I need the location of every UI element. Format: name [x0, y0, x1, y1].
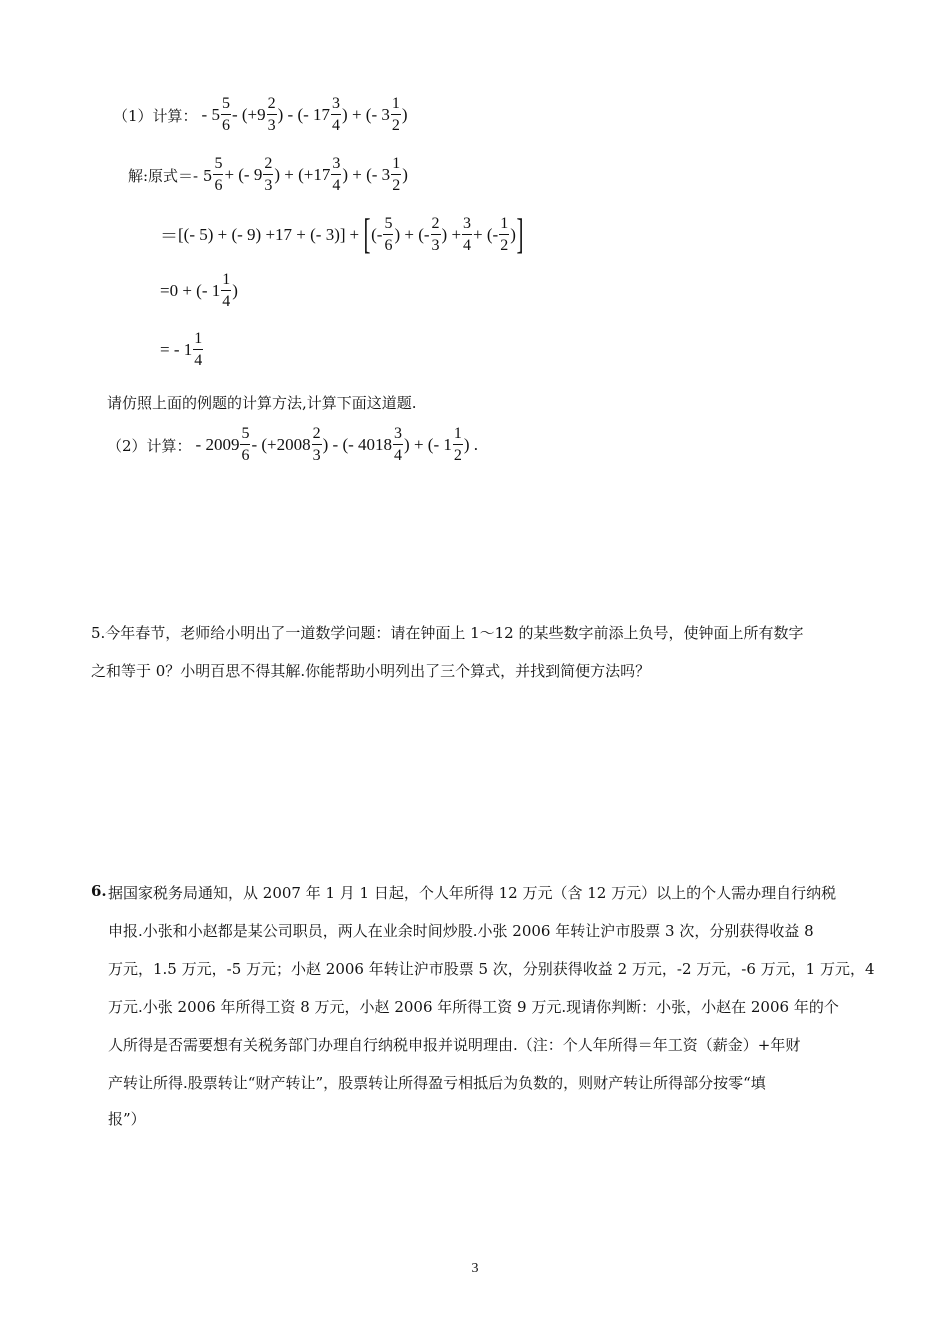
fraction: $\frac{3}{4}$ — [332, 95, 341, 134]
fraction: $\frac{1}{2}$ — [500, 215, 509, 254]
problem1-line3 — [160, 214, 524, 256]
math-term: = - 1 — [160, 340, 193, 359]
math-term: ) . — [463, 435, 479, 454]
fraction: $\frac{5}{6}$ — [221, 95, 230, 134]
q6-line: 万元.小张 2006 年所得工资 8 万元，小赵 2006 年所得工资 9 万元.现请你判断：小张，小赵在 2006 年的个 — [108, 998, 839, 1016]
math-term: ) — [402, 165, 408, 184]
q6-line: 据国家税务局通知，从 2007 年 1 月 1 日起，个人年所得 12 万元（含 12 万元）以上的个人需办理自行纳税 — [108, 884, 837, 902]
q6-line: 产转让所得.股票转让“财产转让”，股票转让所得盈亏相抵后为负数的，则财产转让所得部分按零“填 — [108, 1074, 766, 1092]
page-number: 3 — [471, 1261, 479, 1276]
problem1-line1 — [113, 96, 408, 134]
q6-line: 人所得是否需要想有关税务部门办理自行纳税申报并说明理由.（注：个人年所得＝年工资（薪金）+年财 — [108, 1036, 801, 1054]
fraction: $\frac{1}{4}$ — [222, 271, 231, 310]
fraction: $\frac{2}{3}$ — [264, 155, 273, 194]
problem2-line — [107, 426, 478, 464]
math-term: 解:原式＝- 5 — [128, 166, 213, 185]
math-term: ) - (- 4018 — [322, 435, 393, 454]
math-term: + — [349, 225, 360, 244]
math-term: - (+9 — [231, 105, 266, 124]
fraction: $\frac{5}{6}$ — [241, 425, 250, 464]
problem2-label: （2）计算： — [107, 436, 192, 455]
math-term: + (- 9 — [224, 165, 263, 184]
instruction-text: 请仿照上面的例题的计算方法,计算下面这道题. — [107, 394, 417, 412]
fraction: $\frac{2}{3}$ — [431, 215, 440, 254]
left-bracket: [ — [363, 212, 371, 258]
problem1-label: （1）计算： — [113, 106, 198, 125]
fraction: $\frac{2}{3}$ — [312, 425, 321, 464]
math-term: + (- — [473, 225, 499, 244]
fraction: $\frac{1}{2}$ — [391, 95, 400, 134]
fraction: $\frac{5}{6}$ — [214, 155, 223, 194]
q5-line2: 之和等于 0？小明百思不得其解.你能帮助小明列出了三个算式，并找到简便方法吗？ — [91, 662, 651, 680]
problem1-line4 — [160, 272, 238, 310]
problem1-line5 — [160, 331, 204, 369]
problem1-line2 — [128, 156, 408, 194]
fraction: $\frac{3}{4}$ — [463, 215, 472, 254]
q6-number: 6. — [91, 882, 107, 900]
math-term: (- — [371, 225, 383, 244]
math-term: ) + (+17 — [274, 165, 331, 184]
fraction: $\frac{2}{3}$ — [267, 95, 276, 134]
right-bracket: ] — [516, 212, 524, 258]
fraction: $\frac{1}{2}$ — [392, 155, 401, 194]
math-term: ) + — [441, 225, 462, 244]
fraction: $\frac{3}{4}$ — [394, 425, 403, 464]
q6-line: 报”） — [108, 1110, 146, 1128]
math-term: ＝ — [160, 226, 178, 247]
math-term: - (+2008 — [251, 435, 311, 454]
fraction: $\frac{5}{6}$ — [384, 215, 393, 254]
fraction: $\frac{1}{4}$ — [194, 330, 203, 369]
math-term: =0 + (- 1 — [160, 281, 221, 300]
fraction: $\frac{1}{2}$ — [453, 425, 462, 464]
math-term: ) — [401, 105, 408, 124]
math-term: ) + (- 3 — [342, 105, 390, 124]
math-term: - 2009 — [195, 435, 240, 454]
math-term: - 5 — [201, 105, 220, 124]
math-term: ) - (- 17 — [277, 105, 331, 124]
math-term: ) + (- 1 — [404, 435, 452, 454]
math-term: ) + (- 3 — [342, 165, 391, 184]
math-term: [(- 5) + (- 9) +17 + (- 3)] — [178, 225, 346, 244]
q5-line1: 5.今年春节，老师给小明出了一道数学问题：请在钟面上 1～12 的某些数字前添上负号，使钟面上所有数字 — [91, 624, 804, 642]
math-term: ) — [232, 281, 238, 300]
math-term: ) + (- — [394, 225, 430, 244]
fraction: $\frac{3}{4}$ — [332, 155, 341, 194]
math-term: ) — [510, 225, 516, 244]
q6-line: 申报.小张和小赵都是某公司职员，两人在业余时间炒股.小张 2006 年转让沪市股票 3 次，分别获得收益 8 — [108, 922, 814, 940]
q6-line: 万元，1.5 万元，-5 万元；小赵 2006 年转让沪市股票 5 次，分别获得收益 2 万元，-2 万元，-6 万元，1 万元，4 — [108, 960, 875, 978]
